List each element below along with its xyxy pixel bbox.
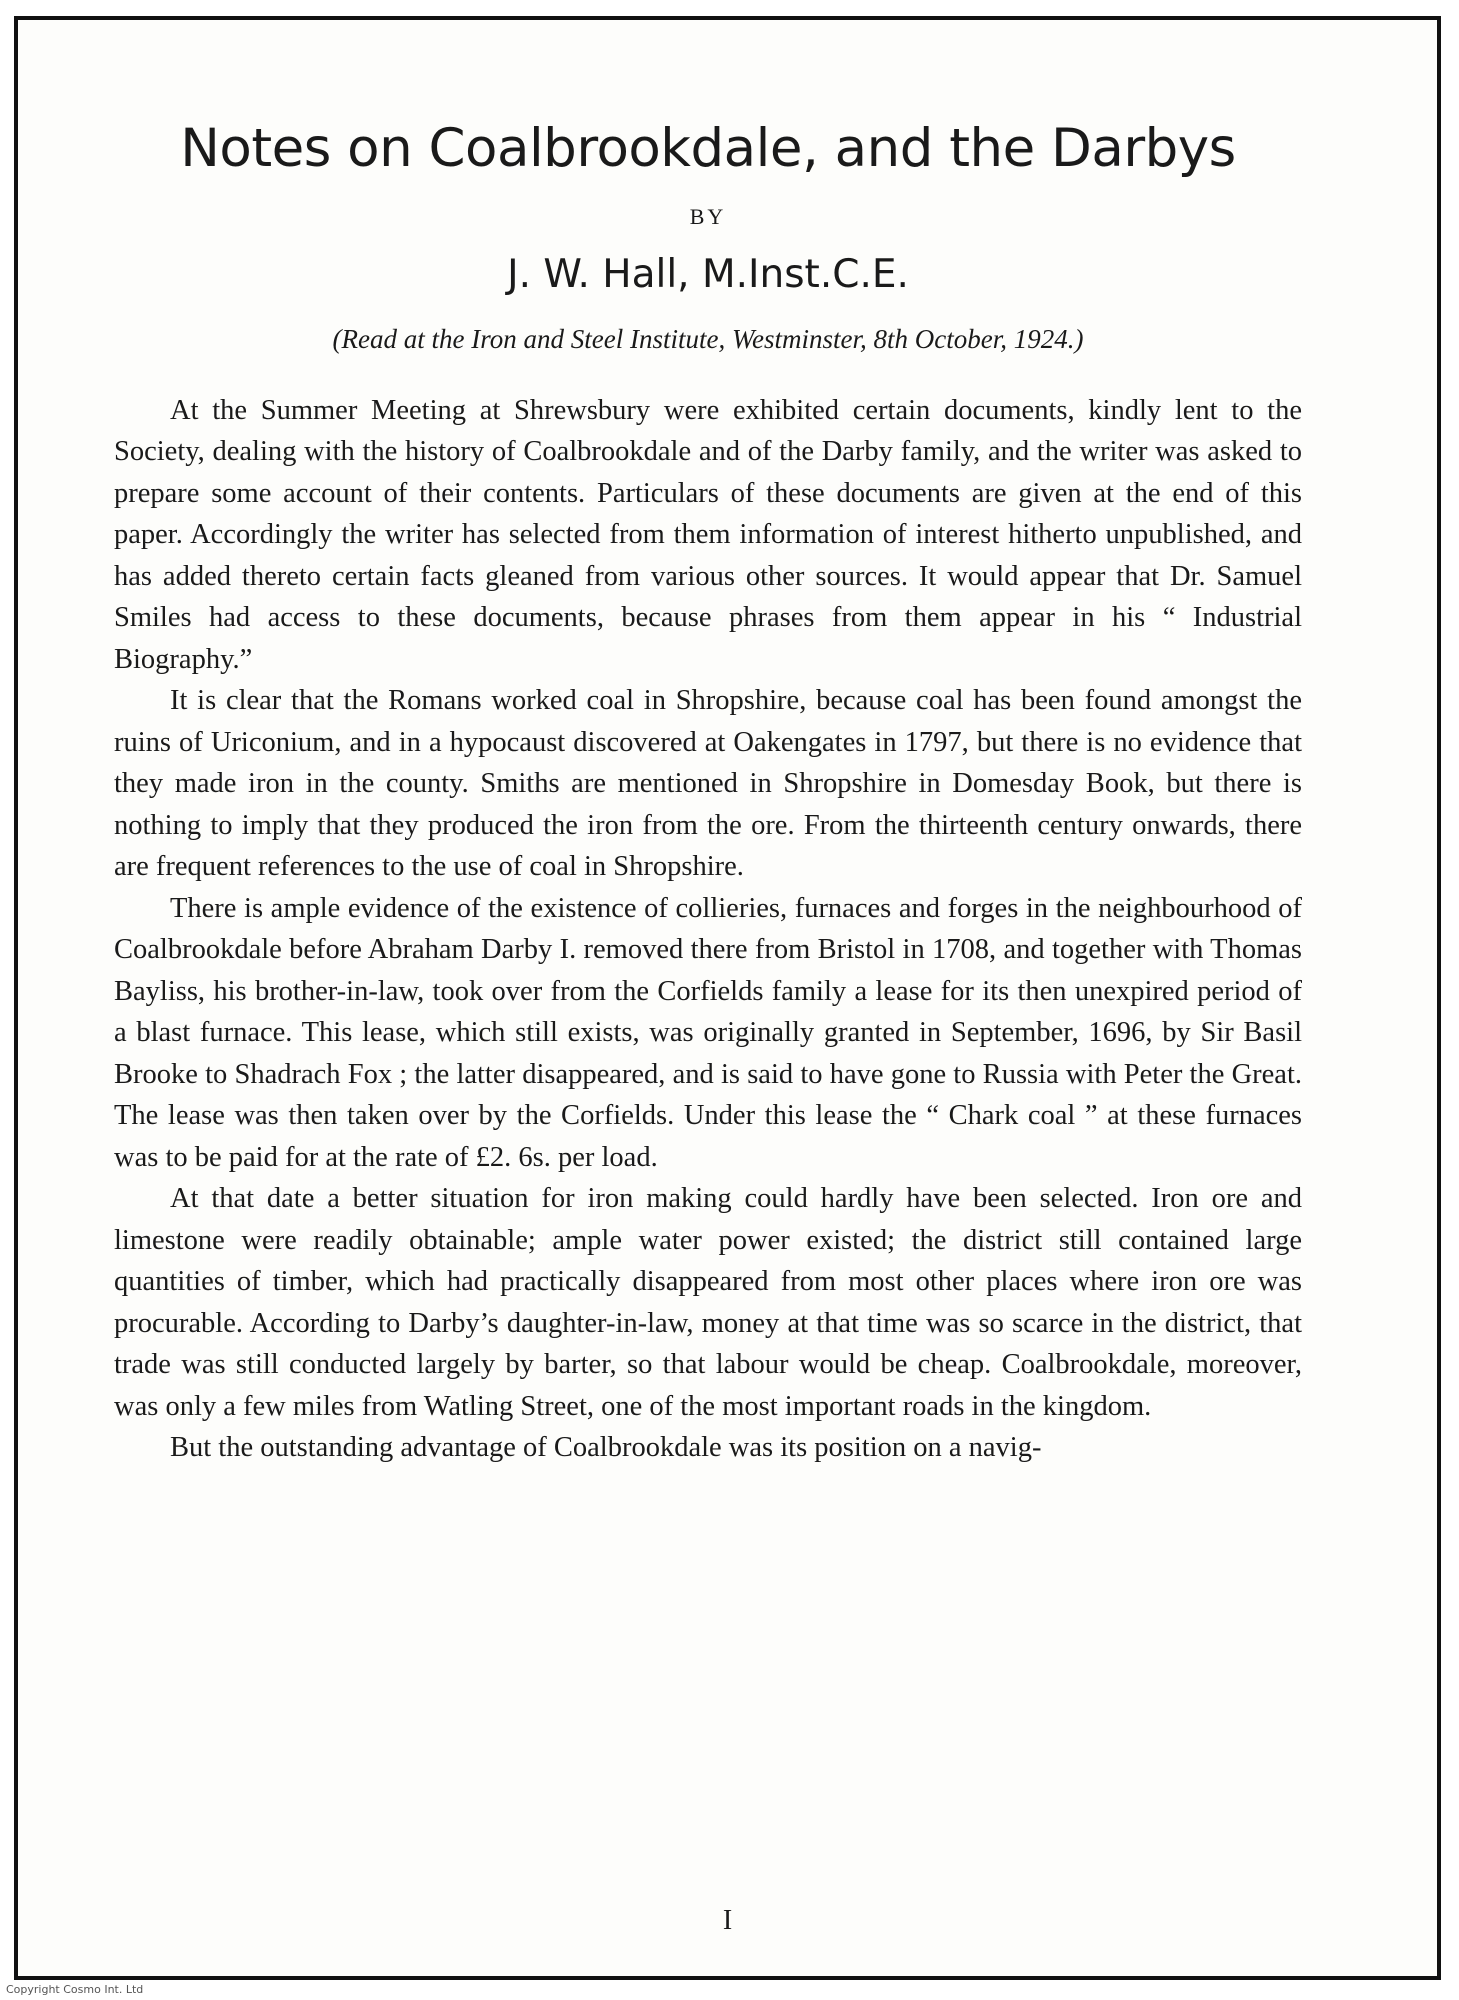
copyright-notice: Copyright Cosmo Int. Ltd [6, 1983, 144, 1996]
paragraph: There is ample evidence of the existence of collieries, furnaces and forges in the neighbourhood of Coalbrookdale before Abraham Darby I. removed there from Bristol in 1708, and together with Thomas Bayliss, his brother-in-law, took over from the Corfields family a lease for its then unexpired period of a blast furnace. This lease, which still exists, was originally granted in September, 1696, by Sir Basil Brooke to Shadrach Fox ; the latter disappeared, and is said to have gone to Russia with Peter the Great. The lease was then taken over by the Corfields. Under this lease the “ Chark coal ” at these furnaces was to be paid for at the rate of £2. 6s. per load. [114, 892, 1302, 1173]
byline-label: BY [689, 204, 727, 230]
page-frame [14, 16, 1441, 1980]
article-content [114, 120, 1302, 1469]
paragraph: At the Summer Meeting at Shrewsbury were exhibited certain documents, kindly lent to the Society, dealing with the history of Coalbrookdale and of the Darby family, and the writer was asked to prepare some account of their contents. Particulars of these documents are given at the end of this paper. Accordingly the writer has selected from them information of interest hitherto unpublished, and has added thereto certain facts gleaned from various other sources. It would appear that Dr. Samuel Smiles had access to these documents, because phrases from them appear in his “ Industrial Biography.” [114, 394, 1302, 675]
read-note: (Read at the Iron and Steel Institute, Westminster, 8th October, 1924.) [332, 324, 1084, 355]
author-name: J. W. Hall, M.Inst.C.E. [507, 252, 909, 298]
paragraph: But the outstanding advantage of Coalbrookdale was its position on a navig- [170, 1432, 1042, 1464]
article-title: Notes on Coalbrookdale, and the Darbys [180, 118, 1236, 179]
paragraph: It is clear that the Romans worked coal in Shropshire, because coal has been found amongst the ruins of Uriconium, and in a hypocaust discovered at Oakengates in 1797, but there is no evidence that they made iron in the county. Smiths are mentioned in Shropshire in Domesday Book, but there is nothing to imply that they produced the iron from the ore. From the thirteenth century onwards, there are frequent references to the use of coal in Shropshire. [114, 685, 1302, 883]
paragraph: At that date a better situation for iron making could hardly have been selected. Iron ore and limestone were readily obtainable; ample water power existed; the district still contained large quantities of timber, which had practically disappeared from most other places where iron ore was procurable. According to Darby’s daughter-in-law, money at that time was so scarce in the district, that trade was still conducted largely by barter, so that labour would be cheap. Coalbrookdale, moreover, was only a few miles from Watling Street, one of the most important roads in the kingdom. [114, 1183, 1302, 1422]
page-number: I [722, 1905, 733, 1936]
article-body [114, 390, 1302, 1469]
